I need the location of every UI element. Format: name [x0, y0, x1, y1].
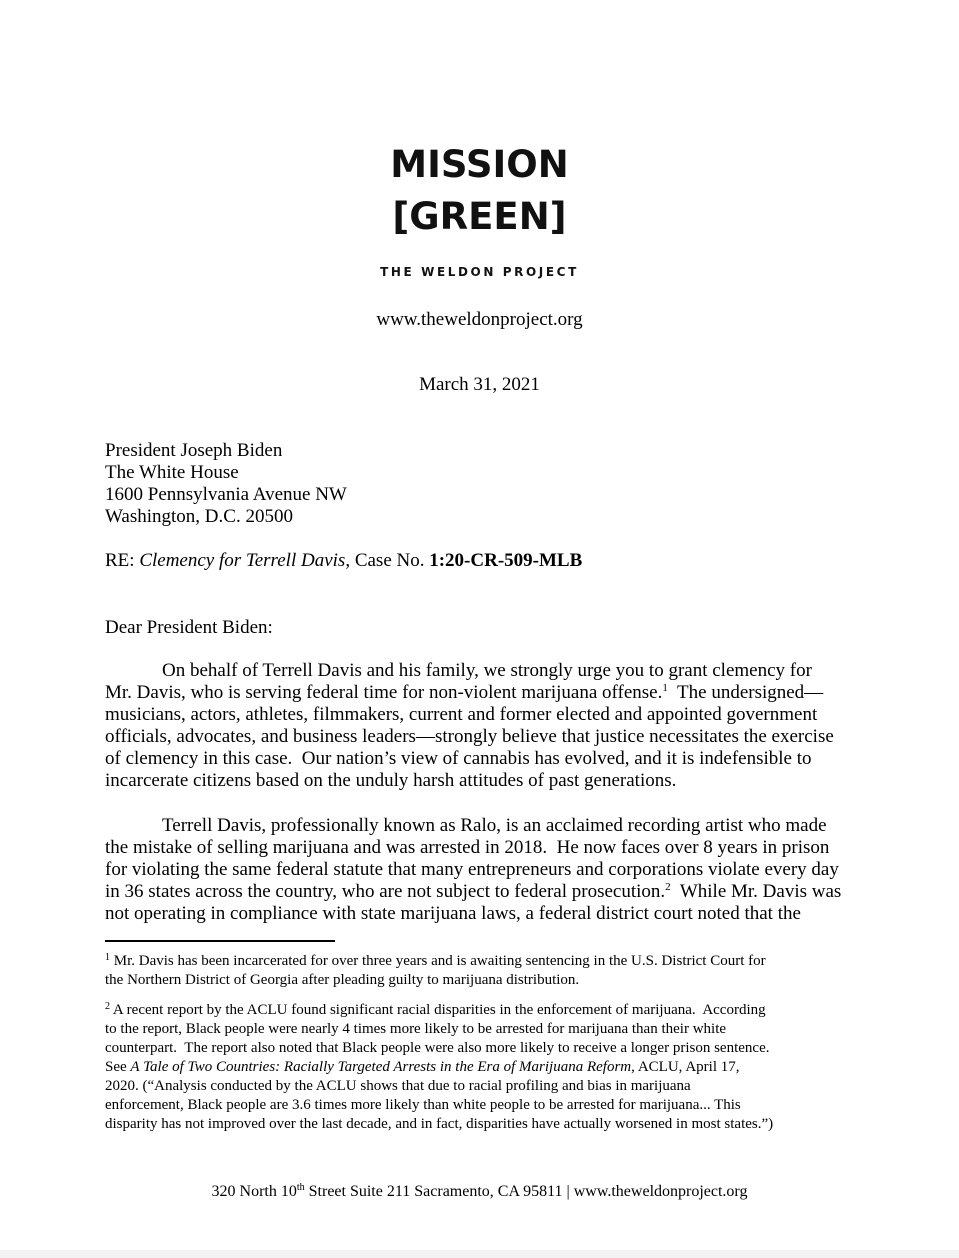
page-footer	[0, 1183, 959, 1201]
body-paragraph-2	[105, 815, 845, 925]
recipient-address	[105, 440, 855, 528]
paragraph-line: of clemency in this case. Our nation’s view of cannabis has evolved, and it is indefensible to	[105, 748, 812, 769]
footnote-ref-1: 1	[662, 682, 668, 694]
paragraph-line: On behalf of Terrell Davis and his family, we strongly urge you to grant clemency for	[162, 660, 812, 681]
footnote-divider	[105, 940, 335, 942]
paragraph-line: incarcerate citizens based on the unduly harsh attitudes of past generations.	[105, 770, 677, 791]
case-number: 1:20-CR-509-MLB	[429, 550, 583, 571]
re-middle: , Case No.	[345, 550, 430, 571]
line-text: , ACLU, April 17,	[631, 1059, 740, 1075]
address-line: The White House	[105, 462, 239, 483]
subject-line	[105, 550, 855, 572]
address-line: President Joseph Biden	[105, 440, 283, 461]
footnote-line: 2020. (“Analysis conducted by the ACLU shows that due to racial profiling and bias in marijuana	[105, 1078, 691, 1094]
footnote-line: disparity has not improved over the last decade, and in fact, disparities have actually worsened in most states.”)	[105, 1116, 774, 1132]
website-url: www.theweldonproject.org	[376, 309, 583, 330]
body-paragraph-1	[105, 660, 845, 792]
line-text: Mr. Davis has been incarcerated for over three years and is awaiting sentencing in the U.S. District Court for	[110, 953, 766, 969]
logo-brand: [GREEN]	[392, 195, 567, 238]
footnote-line	[105, 952, 855, 971]
address-line: Washington, D.C. 20500	[105, 506, 293, 527]
footnote-line: to the report, Black people were nearly 4 times more likely to be arrested for marijuana than their white	[105, 1021, 727, 1037]
paragraph-line: officials, advocates, and business leaders—strongly believe that justice necessitates the exercise	[105, 726, 834, 747]
footnote-marker: 2	[105, 1001, 110, 1012]
footnote-line: enforcement, Black people are 3.6 times more likely than white people to be arrested for marijuana... This	[105, 1097, 741, 1113]
footnote-ref-2: 2	[665, 881, 671, 893]
footnote-line: counterpart. The report also noted that Black people were also more likely to receive a longer prison sentence.	[105, 1040, 770, 1056]
footnote-line	[105, 1058, 855, 1077]
paragraph-line: the mistake of selling marijuana and was arrested in 2018. He now faces over 8 years in prison	[105, 837, 830, 858]
address-line: 1600 Pennsylvania Avenue NW	[105, 484, 347, 505]
logo-title: MISSION	[390, 143, 569, 186]
line-text: See	[105, 1059, 131, 1075]
footer-ordinal: th	[296, 1182, 305, 1193]
page-bottom-edge	[0, 1250, 959, 1258]
line-text: While Mr. Davis was	[670, 881, 842, 902]
footnote-line: the Northern District of Georgia after pleading guilty to marijuana distribution.	[105, 972, 580, 988]
re-subject: Clemency for Terrell Davis	[139, 550, 346, 571]
paragraph-line: not operating in compliance with state marijuana laws, a federal district court noted that the	[105, 903, 801, 924]
letter-date: March 31, 2021	[419, 374, 540, 395]
report-title: A Tale of Two Countries: Racially Targeted Arrests in the Era of Marijuana Reform	[130, 1059, 632, 1075]
salutation: Dear President Biden:	[105, 617, 273, 638]
footnote-2	[105, 1001, 855, 1134]
line-text: The undersigned—	[667, 682, 824, 703]
paragraph-line: Terrell Davis, professionally known as Ralo, is an acclaimed recording artist who made	[162, 815, 827, 836]
footer-text: 320 North 10	[211, 1183, 297, 1200]
paragraph-line	[105, 881, 845, 903]
re-prefix: RE:	[105, 550, 140, 571]
paragraph-line	[105, 682, 845, 704]
footer-text: Street Suite 211 Sacramento, CA 95811 | www.theweldonproject.org	[304, 1183, 748, 1200]
footnote-marker: 1	[105, 952, 110, 963]
footnote-1	[105, 952, 855, 990]
footnote-line	[105, 1001, 855, 1020]
line-text: in 36 states across the country, who are not subject to federal prosecution.	[105, 881, 666, 902]
paragraph-line: musicians, actors, athletes, filmmakers, current and former elected and appointed government	[105, 704, 818, 725]
logo-subtitle: THE WELDON PROJECT	[380, 265, 579, 279]
line-text: Mr. Davis, who is serving federal time for non-violent marijuana offense.	[105, 682, 663, 703]
paragraph-line: for violating the same federal statute that many entrepreneurs and corporations violate every day	[105, 859, 839, 880]
line-text: A recent report by the ACLU found significant racial disparities in the enforcement of marijuana. According	[110, 1002, 766, 1018]
